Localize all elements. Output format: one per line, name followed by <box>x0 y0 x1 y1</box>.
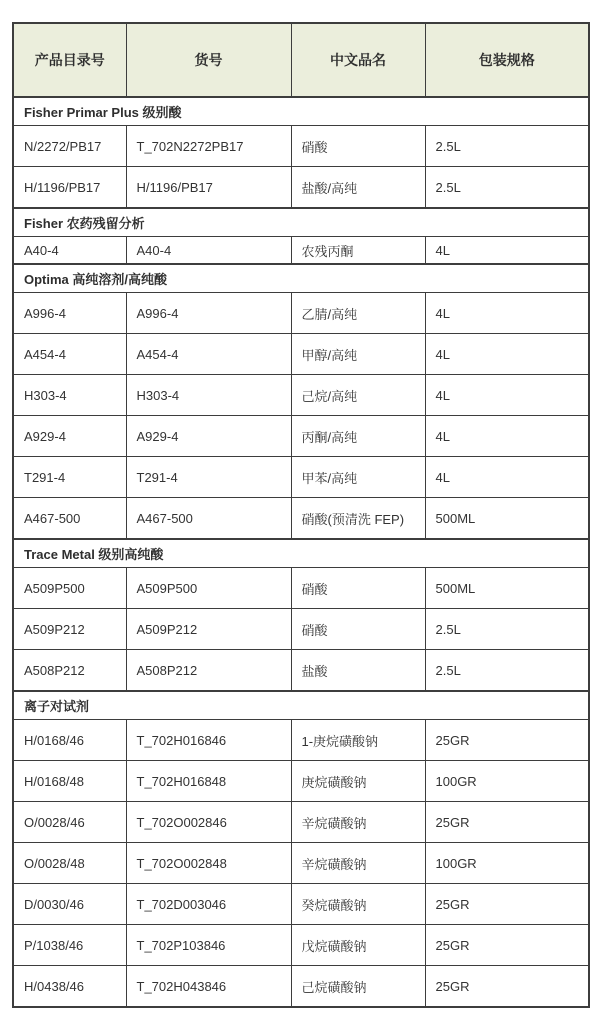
table-row <box>13 966 589 1008</box>
cell-catalog: O/0028/48 <box>13 843 126 884</box>
cell-pack: 4L <box>425 334 589 375</box>
cell-catalog: H303-4 <box>13 375 126 416</box>
cell-sku: A40-4 <box>126 237 291 265</box>
table-row <box>13 457 589 498</box>
cell-catalog: A40-4 <box>13 237 126 265</box>
table-row <box>13 761 589 802</box>
table-row <box>13 237 589 265</box>
table-row <box>13 843 589 884</box>
cell-name: 己烷/高纯 <box>291 375 425 416</box>
cell-pack: 25GR <box>425 925 589 966</box>
cell-sku: T_702D003046 <box>126 884 291 925</box>
section-title: Trace Metal 级别高纯酸 <box>13 539 589 568</box>
cell-sku: A454-4 <box>126 334 291 375</box>
cell-sku: A509P212 <box>126 609 291 650</box>
cell-name: 盐酸/高纯 <box>291 167 425 209</box>
cell-catalog: H/0438/46 <box>13 966 126 1008</box>
cell-sku: T_702H016848 <box>126 761 291 802</box>
section-header-row <box>13 264 589 293</box>
cell-sku: A508P212 <box>126 650 291 692</box>
cell-catalog: H/0168/46 <box>13 720 126 761</box>
cell-catalog: P/1038/46 <box>13 925 126 966</box>
cell-sku: A509P500 <box>126 568 291 609</box>
table-row <box>13 720 589 761</box>
cell-pack: 500ML <box>425 498 589 540</box>
cell-pack: 500ML <box>425 568 589 609</box>
table-row <box>13 293 589 334</box>
cell-name: 硝酸 <box>291 126 425 167</box>
section-header-row <box>13 208 589 237</box>
cell-pack: 100GR <box>425 843 589 884</box>
cell-catalog: A996-4 <box>13 293 126 334</box>
cell-catalog: A929-4 <box>13 416 126 457</box>
cell-pack: 4L <box>425 293 589 334</box>
cell-sku: T_702O002848 <box>126 843 291 884</box>
cell-pack: 25GR <box>425 802 589 843</box>
cell-sku: A929-4 <box>126 416 291 457</box>
table-row <box>13 884 589 925</box>
section-title: Fisher Primar Plus 级别酸 <box>13 97 589 126</box>
cell-name: 辛烷磺酸钠 <box>291 802 425 843</box>
cell-name: 硝酸 <box>291 609 425 650</box>
cell-sku: T_702H016846 <box>126 720 291 761</box>
table-row <box>13 416 589 457</box>
cell-pack: 2.5L <box>425 167 589 209</box>
cell-pack: 25GR <box>425 966 589 1008</box>
cell-sku: H303-4 <box>126 375 291 416</box>
cell-sku: H/1196/PB17 <box>126 167 291 209</box>
cell-catalog: D/0030/46 <box>13 884 126 925</box>
cell-catalog: A509P500 <box>13 568 126 609</box>
cell-catalog: A508P212 <box>13 650 126 692</box>
cell-pack: 25GR <box>425 884 589 925</box>
section-header-row <box>13 691 589 720</box>
column-header-chinese-name: 中文品名 <box>291 23 425 97</box>
table-row <box>13 375 589 416</box>
cell-sku: T_702O002846 <box>126 802 291 843</box>
cell-catalog: A467-500 <box>13 498 126 540</box>
cell-pack: 2.5L <box>425 650 589 692</box>
cell-catalog: O/0028/46 <box>13 802 126 843</box>
cell-name: 硝酸 <box>291 568 425 609</box>
cell-sku: T_702N2272PB17 <box>126 126 291 167</box>
table-row <box>13 167 589 209</box>
cell-name: 农残丙酮 <box>291 237 425 265</box>
table-row <box>13 925 589 966</box>
cell-name: 癸烷磺酸钠 <box>291 884 425 925</box>
column-header-catalog-number: 产品目录号 <box>13 23 126 97</box>
cell-catalog: N/2272/PB17 <box>13 126 126 167</box>
cell-name: 辛烷磺酸钠 <box>291 843 425 884</box>
cell-name: 戊烷磺酸钠 <box>291 925 425 966</box>
cell-name: 己烷磺酸钠 <box>291 966 425 1008</box>
section-title: Optima 高纯溶剂/高纯酸 <box>13 264 589 293</box>
section-title: 离子对试剂 <box>13 691 589 720</box>
section-title: Fisher 农药残留分析 <box>13 208 589 237</box>
table-row <box>13 334 589 375</box>
cell-name: 1-庚烷磺酸钠 <box>291 720 425 761</box>
cell-name: 甲苯/高纯 <box>291 457 425 498</box>
cell-pack: 2.5L <box>425 126 589 167</box>
cell-catalog: H/0168/48 <box>13 761 126 802</box>
cell-sku: T_702H043846 <box>126 966 291 1008</box>
cell-name: 盐酸 <box>291 650 425 692</box>
section-header-row <box>13 97 589 126</box>
cell-sku: T291-4 <box>126 457 291 498</box>
cell-catalog: H/1196/PB17 <box>13 167 126 209</box>
cell-pack: 4L <box>425 375 589 416</box>
table-row <box>13 650 589 692</box>
section-header-row <box>13 539 589 568</box>
cell-name: 乙腈/高纯 <box>291 293 425 334</box>
table-row <box>13 802 589 843</box>
cell-name: 甲醇/高纯 <box>291 334 425 375</box>
cell-pack: 4L <box>425 416 589 457</box>
cell-sku: A467-500 <box>126 498 291 540</box>
cell-sku: T_702P103846 <box>126 925 291 966</box>
table-row <box>13 568 589 609</box>
table-row <box>13 126 589 167</box>
cell-pack: 25GR <box>425 720 589 761</box>
cell-catalog: A509P212 <box>13 609 126 650</box>
cell-name: 硝酸(预清洗 FEP) <box>291 498 425 540</box>
cell-pack: 2.5L <box>425 609 589 650</box>
cell-catalog: T291-4 <box>13 457 126 498</box>
cell-catalog: A454-4 <box>13 334 126 375</box>
product-table-container <box>12 22 590 1008</box>
cell-name: 庚烷磺酸钠 <box>291 761 425 802</box>
column-header-sku: 货号 <box>126 23 291 97</box>
table-row <box>13 498 589 540</box>
column-header-pack-size: 包装规格 <box>425 23 589 97</box>
cell-pack: 4L <box>425 457 589 498</box>
cell-pack: 100GR <box>425 761 589 802</box>
product-catalog-table <box>12 22 590 1008</box>
cell-sku: A996-4 <box>126 293 291 334</box>
table-row <box>13 609 589 650</box>
table-header-row <box>13 23 589 97</box>
cell-name: 丙酮/高纯 <box>291 416 425 457</box>
cell-pack: 4L <box>425 237 589 265</box>
